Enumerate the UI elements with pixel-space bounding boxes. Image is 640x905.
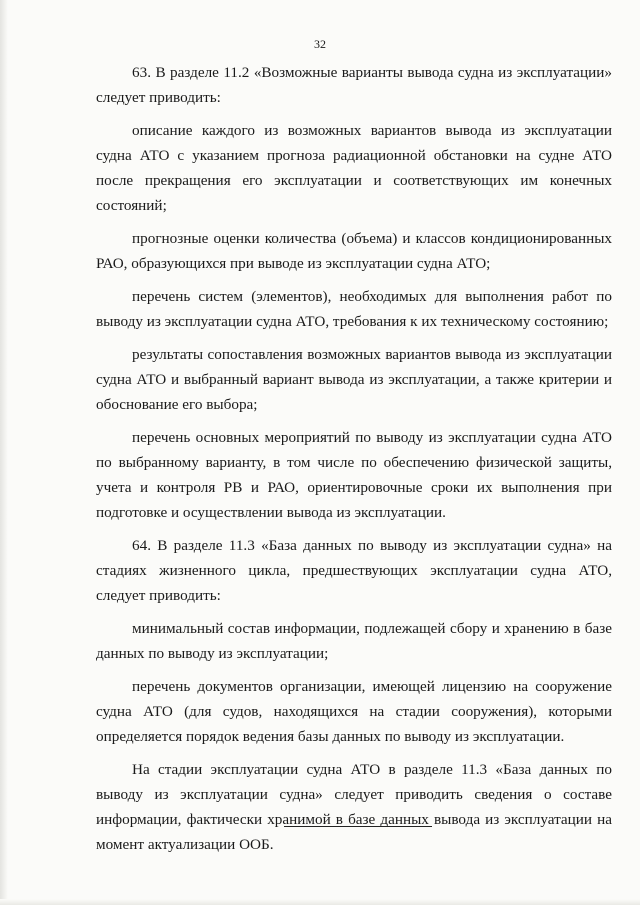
document-body xyxy=(96,60,612,857)
page-number: 32 xyxy=(314,37,326,51)
paragraph-item: описание каждого из возможных вариантов вывода из эксплуатации судна АТО с указанием прогноза радиационной обстановки на судне АТО после прекращения его эксплуатации и соответствующих им конечных состояний; xyxy=(96,122,612,214)
paragraph-item: прогнозные оценки количества (объема) и классов кондиционированных РАО, образующихся при выводе из эксплуатации судна АТО; xyxy=(96,230,612,272)
paragraph-64-heading: 64. В разделе 11.3 «База данных по выводу из эксплуатации судна» на стадиях жизненного цикла, предшествующих эксплуатации судна АТО, следует приводить: xyxy=(96,537,612,604)
closing-rule xyxy=(284,826,432,827)
paragraph-item: минимальный состав информации, подлежащей сбору и хранению в базе данных по выводу из эксплуатации; xyxy=(96,620,612,662)
paragraph-item: перечень систем (элементов), необходимых для выполнения работ по выводу из эксплуатации судна АТО, требования к их техническому состоянию; xyxy=(96,288,612,330)
paragraph-item: На стадии эксплуатации судна АТО в разделе 11.3 «База данных по выводу из эксплуатации судна» следует приводить сведения о составе информации, фактически хранимой в базе данных вывода из эксплуатации на момент актуализации ООБ. xyxy=(96,761,612,853)
page-shadow-left xyxy=(0,0,8,905)
page-shadow-bottom xyxy=(0,899,640,905)
paragraph-item: перечень основных мероприятий по выводу из эксплуатации судна АТО по выбранному варианту, в том числе по обеспечению физической защиты, учета и контроля РВ и РАО, ориентировочные сроки их выполнения при подготовке и осуществлении вывода из эксплуатации. xyxy=(96,429,612,521)
paragraph-item: перечень документов организации, имеющей лицензию на сооружение судна АТО (для судов, находящихся на стадии сооружения), которыми определяется порядок ведения базы данных по выводу из эксплуатации. xyxy=(96,678,612,745)
paragraph-63-heading: 63. В разделе 11.2 «Возможные варианты вывода судна из эксплуатации» следует приводить: xyxy=(96,64,612,106)
paragraph-item: результаты сопоставления возможных вариантов вывода из эксплуатации судна АТО и выбранный вариант вывода из эксплуатации, а также критерии и обоснование его выбора; xyxy=(96,346,612,413)
